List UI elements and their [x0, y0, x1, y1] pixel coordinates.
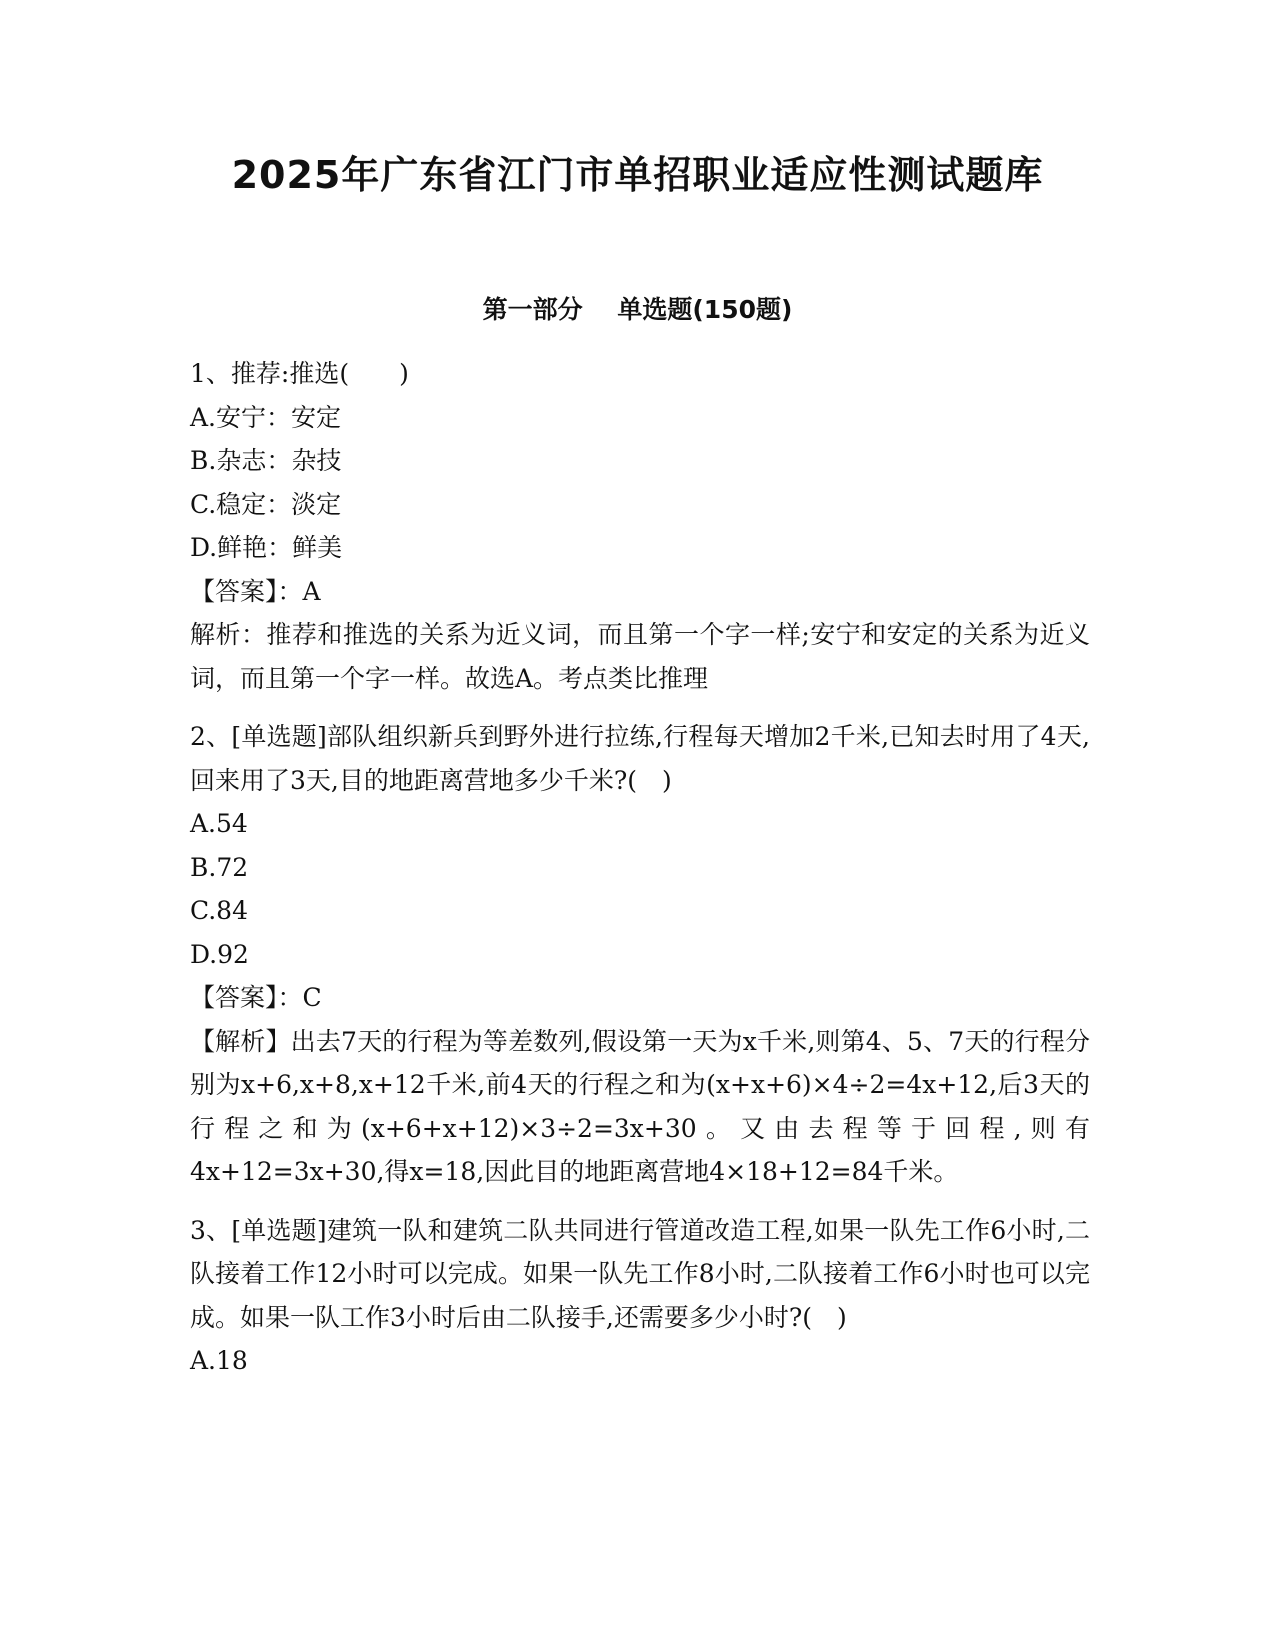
option-d: D.92	[190, 939, 249, 969]
option-d: D.鲜艳：鲜美	[190, 533, 343, 562]
explanation: 解析：推荐和推选的关系为近义词，而且第一个字一样;安宁和安定的关系为近义词，而且第一个字一样。故选A。考点类比推理	[190, 620, 1090, 693]
answer: 【答案】：A	[190, 576, 321, 606]
answer: 【答案】：C	[190, 983, 322, 1012]
question-1	[190, 352, 1090, 700]
option-a: A.54	[190, 809, 248, 838]
question-stem: 3、[单选题]建筑一队和建筑二队共同进行管道改造工程,如果一队先工作6小时,二队接着工作12小时可以完成。如果一队先工作8小时,二队接着工作6小时也可以完成。如果一队工作3小时后由二队接手,还需要多少小时?( )	[190, 1215, 1090, 1332]
question-3	[190, 1209, 1090, 1383]
section-title: 第一部分 单选题(150题)	[482, 295, 793, 324]
option-c: C.84	[190, 896, 248, 925]
document-title: 2025年广东省江门市单招职业适应性测试题库	[231, 153, 1044, 197]
document-body	[190, 352, 1090, 1383]
question-stem: 2、[单选题]部队组织新兵到野外进行拉练,行程每天增加2千米,已知去时用了4天,回来用了3天,目的地距离营地多少千米?( )	[190, 722, 1090, 795]
option-b: B.杂志：杂技	[190, 446, 342, 475]
option-a: A.安宁：安定	[190, 402, 342, 432]
question-2	[190, 715, 1090, 1194]
option-b: B.72	[190, 852, 249, 882]
option-c: C.稳定：淡定	[190, 489, 342, 519]
option-a: A.18	[190, 1346, 248, 1375]
explanation: 【解析】出去7天的行程为等差数列,假设第一天为x千米,则第4、5、7天的行程分别为x+6,x+8,x+12千米,前4天的行程之和为(x+x+6)×4÷2=4x+12,后3天的行程之和为(x+6+x+12)×3÷2=3x+30。又由去程等于回程,则有4x+12=3x+30,得x=18,因此目的地距离营地4×18+12=84千米。	[190, 1026, 1090, 1186]
question-stem: 1、推荐:推选( )	[190, 359, 409, 388]
